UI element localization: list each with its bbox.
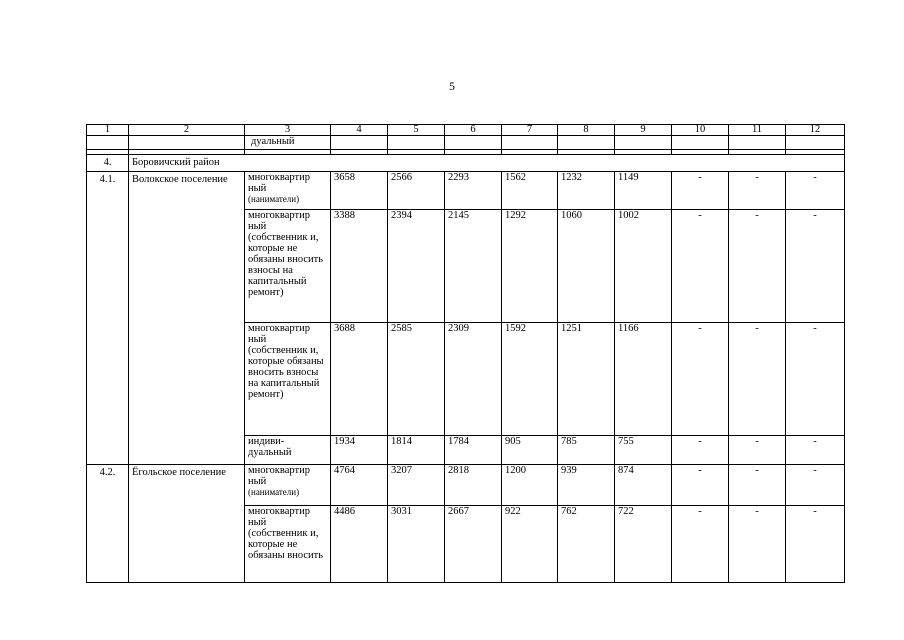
table-cell: 1562	[502, 172, 558, 210]
column-number: 10	[672, 125, 729, 136]
housing-type	[245, 210, 331, 323]
table-cell: 2293	[445, 172, 502, 210]
table-cell: 1934	[331, 436, 388, 465]
table-cell: 874	[615, 465, 672, 506]
housing-type	[245, 465, 331, 506]
housing-type	[245, 506, 331, 583]
column-number: 7	[502, 125, 558, 136]
table-cell: -	[672, 210, 729, 323]
housing-type-label: многоквартир ный (собственник и, которые не обязаны вносить взносы на капитальный ремонт)	[248, 210, 324, 298]
housing-type-note: (наниматели)	[248, 194, 300, 204]
continuation-cell: дуальный	[245, 136, 331, 150]
column-number: 4	[331, 125, 388, 136]
table-cell: 1002	[615, 210, 672, 323]
district-row	[87, 155, 845, 172]
column-number: 8	[558, 125, 615, 136]
housing-type-label: индиви-дуальный	[248, 436, 292, 458]
table-cell: -	[672, 506, 729, 583]
table-cell: 762	[558, 506, 615, 583]
column-number-row	[87, 125, 845, 136]
table-cell: -	[729, 210, 786, 323]
housing-type-label: многоквартир ный (собственник и, которые не обязаны вносить	[248, 506, 324, 561]
housing-type-note: (наниматели)	[248, 487, 300, 497]
table-cell: 3207	[388, 465, 445, 506]
table-cell: 1060	[558, 210, 615, 323]
housing-type	[245, 436, 331, 465]
column-number: 5	[388, 125, 445, 136]
table-cell: -	[729, 436, 786, 465]
column-number: 9	[615, 125, 672, 136]
table-cell: -	[786, 465, 845, 506]
column-number: 12	[786, 125, 845, 136]
table-cell: 722	[615, 506, 672, 583]
table-cell: 922	[502, 506, 558, 583]
table-cell: 2309	[445, 323, 502, 436]
housing-type-label: многоквартир ный (собственник и, которые обязаны вносить взносы на капитальный ремонт)	[248, 323, 324, 400]
housing-type-label: многоквартир ный	[248, 172, 310, 194]
table-cell: 2818	[445, 465, 502, 506]
table-cell: 3031	[388, 506, 445, 583]
table-cell: 3658	[331, 172, 388, 210]
table-cell: 2667	[445, 506, 502, 583]
table-cell: 1232	[558, 172, 615, 210]
section-number: 4.2.	[87, 465, 129, 583]
column-number: 2	[129, 125, 245, 136]
table-cell: 1292	[502, 210, 558, 323]
page-number: 5	[449, 79, 455, 93]
table-cell: -	[672, 323, 729, 436]
housing-type-label: многоквартир ный	[248, 465, 310, 487]
continuation-row	[87, 136, 845, 150]
table-cell: -	[672, 436, 729, 465]
settlement-name: Волокское поселение	[129, 172, 245, 465]
table-cell: 755	[615, 436, 672, 465]
tariff-table	[86, 124, 845, 583]
district-number: 4.	[87, 155, 129, 172]
column-number: 1	[87, 125, 129, 136]
table-cell: 3688	[331, 323, 388, 436]
table-cell: 1166	[615, 323, 672, 436]
table-cell: 1814	[388, 436, 445, 465]
column-number: 6	[445, 125, 502, 136]
table-cell: 905	[502, 436, 558, 465]
column-number: 3	[245, 125, 331, 136]
table-cell: 1251	[558, 323, 615, 436]
table-cell: 4764	[331, 465, 388, 506]
table-cell: 3388	[331, 210, 388, 323]
table-cell: 2585	[388, 323, 445, 436]
table-cell: -	[729, 465, 786, 506]
housing-type	[245, 323, 331, 436]
table-cell: -	[786, 436, 845, 465]
district-name: Боровичский район	[129, 155, 845, 172]
section-number: 4.1.	[87, 172, 129, 465]
table-cell: -	[672, 172, 729, 210]
table-cell: 2566	[388, 172, 445, 210]
table-cell: -	[786, 506, 845, 583]
column-number: 11	[729, 125, 786, 136]
table-cell: -	[729, 172, 786, 210]
table-cell: -	[786, 172, 845, 210]
table-cell: 2145	[445, 210, 502, 323]
table-cell: -	[729, 323, 786, 436]
table-row	[87, 465, 845, 506]
housing-type	[245, 172, 331, 210]
table-cell: 4486	[331, 506, 388, 583]
table-cell: 1592	[502, 323, 558, 436]
table-cell: -	[672, 465, 729, 506]
settlement-name: Ёгольское поселение	[129, 465, 245, 583]
table-row	[87, 172, 845, 210]
table-cell: -	[786, 210, 845, 323]
table-cell: 1149	[615, 172, 672, 210]
table-cell: -	[786, 323, 845, 436]
table-cell: 1784	[445, 436, 502, 465]
table-cell: 939	[558, 465, 615, 506]
table-cell: 785	[558, 436, 615, 465]
table-cell: 1200	[502, 465, 558, 506]
table-cell: 2394	[388, 210, 445, 323]
table-cell: -	[729, 506, 786, 583]
